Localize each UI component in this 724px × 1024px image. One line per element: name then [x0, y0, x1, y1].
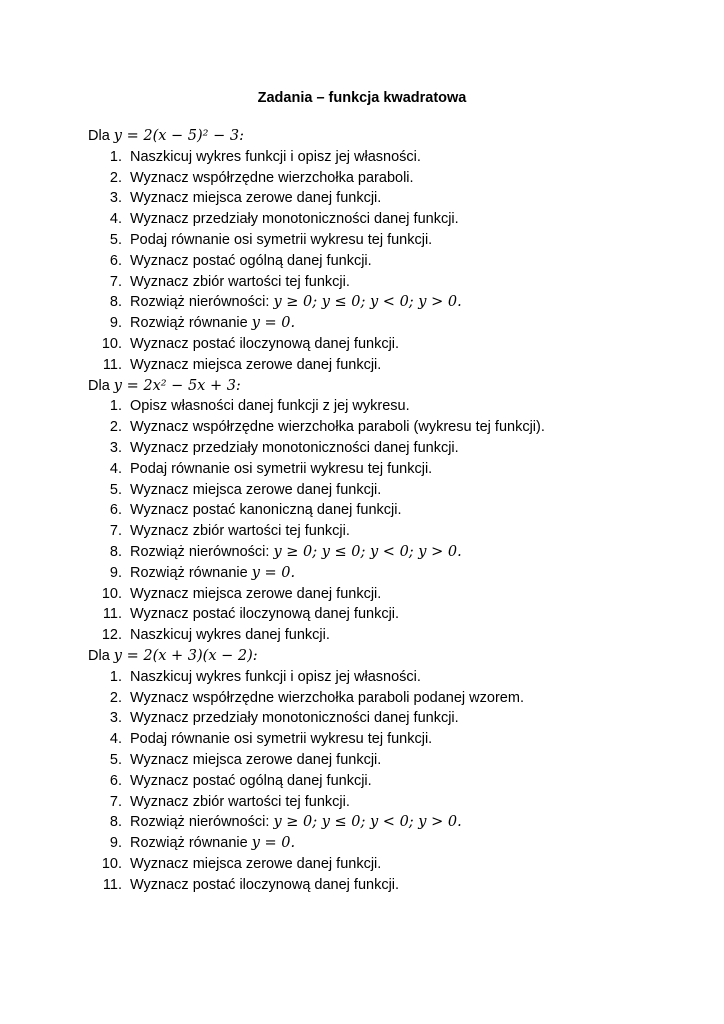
task-item — [88, 334, 688, 355]
task-item — [88, 542, 688, 563]
task-item — [88, 313, 688, 334]
task-number: 5. — [109, 751, 122, 768]
task-text — [130, 771, 372, 792]
task-text — [130, 438, 459, 459]
task-item — [88, 355, 688, 376]
task-item — [88, 792, 688, 813]
task-item — [88, 604, 688, 625]
task-number: 9. — [109, 835, 122, 852]
section-heading — [88, 646, 688, 667]
task-item — [88, 396, 688, 417]
task-text — [130, 480, 381, 501]
task-text-plain: Wyznacz postać ogólną danej funkcji. — [130, 252, 372, 269]
task-number: 4. — [109, 460, 122, 477]
task-item — [88, 292, 688, 313]
task-text-plain: Rozwiąż równanie — [130, 564, 252, 581]
task-item — [88, 729, 688, 750]
task-text — [130, 230, 432, 251]
task-item — [88, 812, 688, 833]
task-text-plain: Rozwiąż równanie — [130, 835, 252, 852]
task-item — [88, 500, 688, 521]
task-math: y = 0. — [251, 564, 296, 581]
task-number: 4. — [109, 731, 122, 748]
task-text — [130, 667, 421, 688]
task-number: 2. — [109, 169, 122, 186]
task-item — [88, 833, 688, 854]
task-number: 8. — [109, 294, 122, 311]
task-text-plain: Wyznacz postać iloczynową danej funkcji. — [130, 335, 400, 352]
task-number: 5. — [109, 231, 122, 248]
task-text — [130, 625, 330, 646]
section-heading-prefix: Dla — [88, 128, 114, 144]
task-text — [130, 459, 432, 480]
task-item — [88, 230, 688, 251]
task-number: 6. — [109, 772, 122, 789]
task-sections — [88, 126, 688, 895]
task-item — [88, 480, 688, 501]
task-text — [130, 272, 350, 293]
task-list — [88, 667, 688, 896]
task-number: 12. — [101, 627, 122, 644]
section-formula: y = 2(x + 3)(x − 2): — [113, 647, 258, 664]
task-math: y ≥ 0; y ≤ 0; y < 0; y > 0. — [273, 543, 462, 560]
task-text-plain: Opisz własności danej funkcji z jej wykresu. — [130, 398, 410, 415]
task-math: y = 0. — [251, 835, 296, 852]
task-text-plain: Wyznacz zbiór wartości tej funkcji. — [130, 273, 350, 290]
task-number: 9. — [109, 315, 122, 332]
task-number: 3. — [109, 439, 122, 456]
task-item — [88, 438, 688, 459]
task-number: 6. — [109, 502, 122, 519]
task-text-plain: Naszkicuj wykres danej funkcji. — [130, 627, 330, 644]
task-item — [88, 875, 688, 896]
task-number: 8. — [109, 543, 122, 560]
task-number: 2. — [109, 689, 122, 706]
task-text-plain: Wyznacz miejsca zerowe danej funkcji. — [130, 855, 382, 872]
task-text-plain: Podaj równanie osi symetrii wykresu tej funkcji. — [130, 231, 433, 248]
task-text — [130, 168, 414, 189]
task-number: 7. — [109, 273, 122, 290]
task-number: 11. — [102, 606, 122, 623]
task-text — [130, 833, 295, 854]
task-text — [130, 521, 350, 542]
task-number: 10. — [101, 585, 122, 602]
section-heading — [88, 376, 688, 397]
task-number: 7. — [109, 793, 122, 810]
task-text-plain: Wyznacz współrzędne wierzchołka paraboli. — [130, 169, 414, 186]
task-text-plain: Podaj równanie osi symetrii wykresu tej funkcji. — [130, 460, 433, 477]
task-text — [130, 542, 462, 563]
task-item — [88, 708, 688, 729]
task-text — [130, 209, 459, 230]
task-item — [88, 251, 688, 272]
task-text — [130, 812, 462, 833]
task-text-plain: Rozwiąż nierówności: — [130, 294, 274, 311]
task-text — [130, 708, 459, 729]
task-text-plain: Wyznacz postać iloczynową danej funkcji. — [130, 876, 400, 893]
task-item — [88, 667, 688, 688]
task-number: 8. — [109, 814, 122, 831]
task-text-plain: Wyznacz postać kanoniczną danej funkcji. — [130, 502, 402, 519]
task-text — [130, 750, 381, 771]
task-text — [130, 334, 399, 355]
task-list — [88, 147, 688, 376]
task-text-plain: Rozwiąż nierówności: — [130, 543, 274, 560]
task-text-plain: Podaj równanie osi symetrii wykresu tej funkcji. — [130, 731, 433, 748]
task-item — [88, 750, 688, 771]
task-number: 6. — [109, 252, 122, 269]
task-number: 4. — [109, 211, 122, 228]
task-math: y ≥ 0; y ≤ 0; y < 0; y > 0. — [273, 294, 462, 311]
task-text — [130, 147, 421, 168]
task-text — [130, 584, 381, 605]
task-text-plain: Wyznacz zbiór wartości tej funkcji. — [130, 793, 350, 810]
task-text — [130, 688, 524, 709]
task-number: 7. — [109, 523, 122, 540]
task-number: 9. — [109, 564, 122, 581]
task-item — [88, 854, 688, 875]
task-item — [88, 521, 688, 542]
task-text-plain: Rozwiąż równanie — [130, 315, 252, 332]
task-text-plain: Wyznacz postać iloczynową danej funkcji. — [130, 606, 400, 623]
section-heading — [88, 126, 688, 147]
task-item — [88, 147, 688, 168]
task-item — [88, 771, 688, 792]
section-formula: y = 2(x − 5)² − 3: — [113, 128, 244, 144]
task-number: 11. — [102, 356, 122, 373]
task-item — [88, 168, 688, 189]
task-text — [130, 396, 410, 417]
task-number: 1. — [109, 398, 122, 415]
task-text — [130, 292, 462, 313]
task-list — [88, 396, 688, 646]
task-text — [130, 875, 399, 896]
task-item — [88, 625, 688, 646]
task-text — [130, 251, 372, 272]
task-text — [130, 355, 381, 376]
task-text-plain: Wyznacz współrzędne wierzchołka paraboli podanej wzorem. — [130, 689, 524, 706]
task-item — [88, 688, 688, 709]
section-formula: y = 2x² − 5x + 3: — [113, 377, 241, 394]
task-text-plain: Wyznacz przedziały monotoniczności danej funkcji. — [130, 710, 459, 727]
task-text-plain: Wyznacz współrzędne wierzchołka paraboli (wykresu tej funkcji). — [130, 419, 545, 436]
task-number: 3. — [109, 190, 122, 207]
task-number: 1. — [109, 148, 122, 165]
task-number: 5. — [109, 481, 122, 498]
task-text-plain: Naszkicuj wykres funkcji i opisz jej własności. — [130, 148, 421, 165]
task-item — [88, 459, 688, 480]
task-text — [130, 188, 381, 209]
task-number: 10. — [101, 855, 122, 872]
task-number: 11. — [102, 876, 122, 893]
task-math: y = 0. — [251, 315, 296, 332]
task-text — [130, 854, 381, 875]
task-text-plain: Wyznacz miejsca zerowe danej funkcji. — [130, 481, 382, 498]
task-text-plain: Wyznacz miejsca zerowe danej funkcji. — [130, 751, 382, 768]
task-item — [88, 563, 688, 584]
task-item — [88, 209, 688, 230]
task-text — [130, 417, 545, 438]
task-text-plain: Wyznacz zbiór wartości tej funkcji. — [130, 523, 350, 540]
task-text-plain: Wyznacz postać ogólną danej funkcji. — [130, 772, 372, 789]
task-text — [130, 563, 295, 584]
task-text — [130, 604, 399, 625]
section-heading-prefix: Dla — [88, 647, 114, 664]
task-text-plain: Wyznacz miejsca zerowe danej funkcji. — [130, 356, 382, 373]
task-number: 1. — [109, 668, 122, 685]
task-item — [88, 188, 688, 209]
document-title: Zadania – funkcja kwadratowa — [257, 90, 467, 106]
section-heading-prefix: Dla — [88, 377, 114, 394]
task-text-plain: Wyznacz przedziały monotoniczności danej funkcji. — [130, 211, 459, 228]
task-text-plain: Rozwiąż nierówności: — [130, 814, 274, 831]
task-math: y ≥ 0; y ≤ 0; y < 0; y > 0. — [273, 814, 462, 831]
task-number: 10. — [101, 335, 122, 352]
task-text-plain: Wyznacz miejsca zerowe danej funkcji. — [130, 585, 382, 602]
task-text-plain: Naszkicuj wykres funkcji i opisz jej własności. — [130, 668, 421, 685]
task-item — [88, 417, 688, 438]
task-text-plain: Wyznacz miejsca zerowe danej funkcji. — [130, 190, 382, 207]
task-item — [88, 272, 688, 293]
task-text — [130, 792, 350, 813]
task-text — [130, 729, 432, 750]
task-text-plain: Wyznacz przedziały monotoniczności danej funkcji. — [130, 439, 459, 456]
task-text — [130, 313, 295, 334]
task-number: 2. — [109, 419, 122, 436]
task-item — [88, 584, 688, 605]
task-number: 3. — [109, 710, 122, 727]
task-text — [130, 500, 402, 521]
